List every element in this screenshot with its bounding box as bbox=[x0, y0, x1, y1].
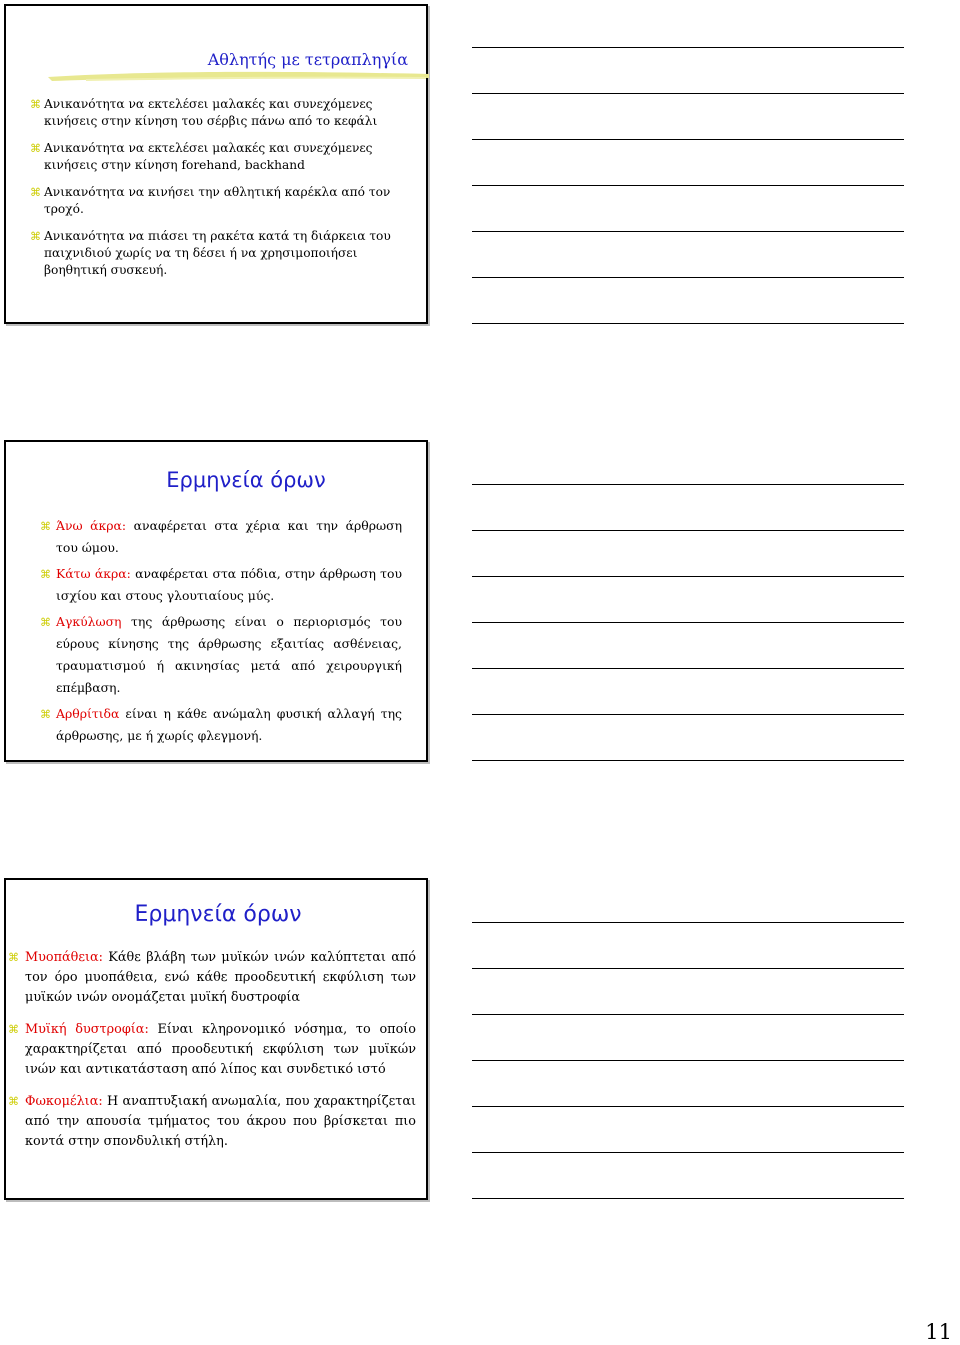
definition: της άρθρωσης είναι ο περιορισμός του εύρους κίνησης της άρθρωσης εξαιτίας ασθένειας, τραυματισμού ή ακινησίας μετά από χειρουργική επέμβαση. bbox=[56, 614, 402, 695]
term: Άνω άκρα: bbox=[56, 518, 127, 533]
bullet-icon: ⌘ bbox=[30, 142, 41, 155]
note-line bbox=[472, 622, 904, 623]
bullet-icon: ⌘ bbox=[40, 708, 51, 721]
note-line bbox=[472, 1152, 904, 1153]
list-item: ⌘ Ανικανότητα να κινήσει την αθλητική καρέκλα από τον τροχό. bbox=[30, 185, 391, 216]
list-item bbox=[8, 1020, 416, 1080]
term: Αρθρίτιδα bbox=[56, 706, 120, 721]
note-line bbox=[472, 323, 904, 324]
definition: Κάθε βλάβη των μυϊκών ινών καλύπτεται από τον όρο μυοπάθεια, ενώ κάθε προοδευτική εκφύλιση των μυϊκών ινών ονομάζεται μυϊκή δυστροφία bbox=[25, 950, 416, 1005]
note-line bbox=[472, 1198, 904, 1199]
note-line bbox=[472, 714, 904, 715]
list-item bbox=[8, 948, 416, 1008]
bullet-icon: ⌘ bbox=[40, 568, 51, 581]
list-item: ⌘ Ανικανότητα να εκτελέσει μαλακές και συνεχόμενες κινήσεις στην κίνηση του σέρβις πάνω από το κεφάλι bbox=[30, 97, 378, 128]
slide-3 bbox=[4, 878, 428, 1200]
note-line bbox=[472, 760, 904, 761]
title-underline-swoosh bbox=[46, 68, 431, 84]
bullet-icon: ⌘ bbox=[8, 1095, 19, 1108]
slide-title: Ερμηνεία όρων bbox=[166, 468, 326, 492]
list-item: ⌘ Ανικανότητα να πιάσει τη ρακέτα κατά τη διάρκεια του παιχνιδιού χωρίς να τη δέσει ή να χρησιμοποιήσει βοηθητική συσκευή. bbox=[30, 229, 391, 277]
term: Αγκύλωση bbox=[56, 614, 122, 629]
note-line bbox=[472, 530, 904, 531]
list-item: ⌘ Ανικανότητα να εκτελέσει μαλακές και συνεχόμενες κινήσεις στην κίνηση forehand, backhand bbox=[30, 141, 373, 172]
slide-2 bbox=[4, 440, 428, 762]
term: Φωκομέλια: bbox=[25, 1094, 103, 1109]
slide-title: Ερμηνεία όρων bbox=[134, 902, 302, 927]
note-line bbox=[472, 185, 904, 186]
term: Μυοπάθεια: bbox=[25, 950, 103, 965]
bullet-icon: ⌘ bbox=[40, 520, 51, 533]
list-item bbox=[40, 611, 402, 699]
note-line bbox=[472, 968, 904, 969]
bullet-icon: ⌘ bbox=[8, 1023, 19, 1036]
note-line bbox=[472, 1060, 904, 1061]
term: Μυϊκή δυστροφία: bbox=[25, 1022, 149, 1037]
definition: αναφέρεται στα χέρια και την άρθρωση του ώμου. bbox=[56, 518, 402, 555]
slide-1 bbox=[4, 4, 428, 324]
list-item bbox=[40, 563, 402, 607]
bullet-icon: ⌘ bbox=[30, 186, 41, 199]
list-item bbox=[8, 1092, 416, 1152]
bullet-icon: ⌘ bbox=[8, 951, 19, 964]
definition: Είναι κληρονομικό νόσημα, το οποίο χαρακτηρίζεται από προοδευτική εκφύλιση των μυϊκών ινών και αντικατάσταση από λίπος και συνδετικό ιστό bbox=[25, 1022, 416, 1077]
page-number: 11 bbox=[925, 1320, 952, 1344]
definition: Η αναπτυξιακή ανωμαλία, που χαρακτηρίζεται από την απουσία τμήματος του άκρου που βρίσκεται πιο κοντά στην σπονδυλική στήλη. bbox=[25, 1094, 416, 1149]
note-line bbox=[472, 668, 904, 669]
note-line bbox=[472, 576, 904, 577]
note-line bbox=[472, 231, 904, 232]
note-line bbox=[472, 47, 904, 48]
bullet-list bbox=[30, 96, 422, 289]
note-line bbox=[472, 1014, 904, 1015]
bullet-list bbox=[8, 948, 416, 1164]
definition: είναι η κάθε ανώμαλη φυσική αλλαγή της άρθρωσης, με ή χωρίς φλεγμονή. bbox=[56, 706, 402, 743]
bullet-list bbox=[40, 515, 402, 751]
definition: αναφέρεται στα πόδια, στην άρθρωση του ισχίου και στους γλουτιαίους μύς. bbox=[56, 566, 402, 603]
note-line bbox=[472, 93, 904, 94]
bullet-icon: ⌘ bbox=[30, 98, 41, 111]
term: Κάτω άκρα: bbox=[56, 566, 131, 581]
list-item bbox=[40, 515, 402, 559]
note-line bbox=[472, 1106, 904, 1107]
list-item bbox=[40, 703, 402, 747]
bullet-icon: ⌘ bbox=[40, 616, 51, 629]
note-line bbox=[472, 277, 904, 278]
bullet-icon: ⌘ bbox=[30, 230, 41, 243]
note-line bbox=[472, 922, 904, 923]
slide-title: Αθλητής με τετραπληγία bbox=[207, 50, 408, 69]
note-line bbox=[472, 484, 904, 485]
note-line bbox=[472, 139, 904, 140]
